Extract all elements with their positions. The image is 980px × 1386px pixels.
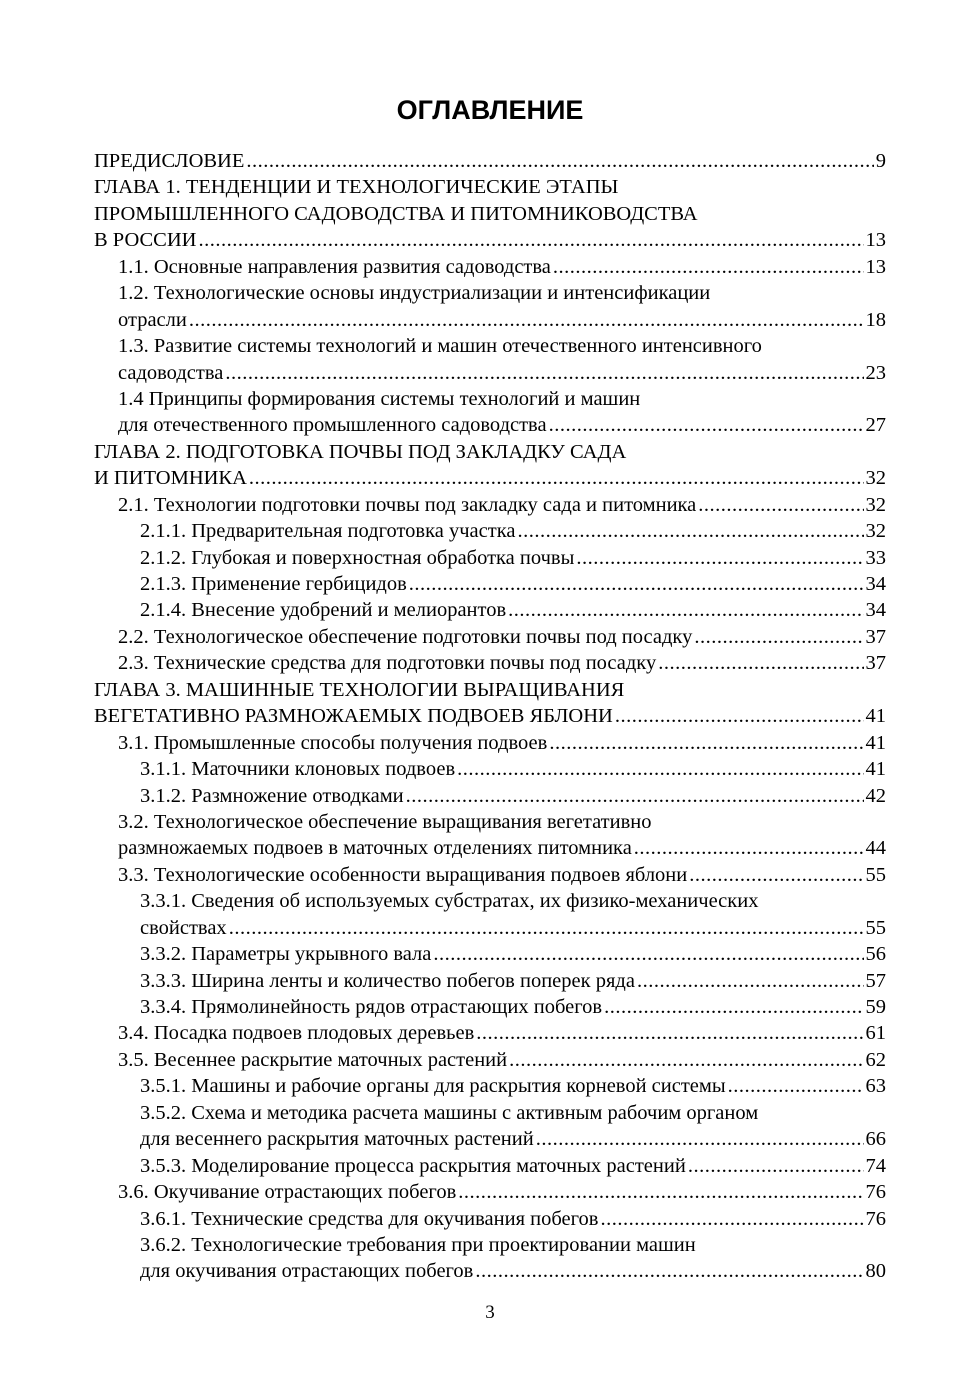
- toc-entry: [94, 1179, 886, 1205]
- toc-entry-page: 55: [865, 916, 886, 939]
- toc-entry-page: 34: [865, 599, 886, 622]
- toc-entry-page: 41: [865, 731, 886, 754]
- toc-entry-title: 3.5. Весеннее раскрытие маточных растений: [118, 1048, 508, 1071]
- toc-entry: [94, 1232, 886, 1258]
- dot-leader: [508, 597, 863, 623]
- toc-entry-title: 2.2. Технологическое обеспечение подготовки почвы под посадку: [118, 625, 693, 648]
- toc-entry-title: садоводства: [118, 361, 224, 384]
- toc-entry: [94, 307, 886, 333]
- dot-leader: [688, 1153, 864, 1179]
- toc-entry-title: 1.4 Принципы формирования системы технологий и машин: [118, 387, 641, 410]
- toc-entry-page: 37: [865, 625, 886, 648]
- toc-entry-page: 37: [865, 652, 886, 675]
- toc-entry-title: 3.4. Посадка подвоев плодовых деревьев: [118, 1022, 475, 1045]
- toc-entry: [94, 333, 886, 359]
- dot-leader: [728, 1073, 864, 1099]
- toc-entry-page: 32: [865, 520, 886, 543]
- toc-entry-page: 56: [865, 943, 886, 966]
- dot-leader: [553, 254, 864, 280]
- toc-entry: [94, 650, 886, 676]
- toc-entry-title: ГЛАВА 3. МАШИННЫЕ ТЕХНОЛОГИИ ВЫРАЩИВАНИЯ: [94, 678, 625, 701]
- toc-entry-title: размножаемых подвоев в маточных отделениях питомника: [118, 837, 632, 860]
- page-title: ОГЛАВЛЕНИЕ: [396, 95, 584, 125]
- toc-entry-title: 3.3.4. Прямолинейность рядов отрастающих побегов: [140, 996, 603, 1018]
- dot-leader: [694, 624, 863, 650]
- toc-entry: [94, 915, 886, 941]
- toc-entry: [94, 703, 886, 729]
- toc-entry: [94, 571, 886, 597]
- toc-entry-title: 3.6. Окучивание отрастающих побегов: [118, 1181, 457, 1204]
- toc-entry-page: 9: [875, 150, 886, 172]
- dot-leader: [637, 968, 864, 994]
- toc-entry-title: для весеннего раскрытия маточных растений: [140, 1128, 534, 1151]
- toc-entry-page: 41: [865, 705, 886, 728]
- dot-leader: [476, 1020, 863, 1046]
- toc-entry: [94, 492, 886, 518]
- toc-entry: [94, 1258, 886, 1284]
- dot-leader: [229, 915, 864, 941]
- toc-entry-title: 3.1.2. Размножение отводками: [140, 784, 404, 807]
- toc-entry-page: 41: [865, 758, 886, 781]
- toc-entry-title: 1.3. Развитие системы технологий и машин отечественного интенсивного: [118, 335, 762, 358]
- dot-leader: [475, 1258, 863, 1284]
- dot-leader: [457, 756, 863, 782]
- toc-entry: [94, 1100, 886, 1126]
- toc-entry-title: 3.5.3. Моделирование процесса раскрытия маточных растений: [140, 1154, 686, 1177]
- toc-entry-title: свойствах: [140, 916, 227, 939]
- dot-leader: [634, 835, 864, 861]
- toc-entry-title: 2.1.2. Глубокая и поверхностная обработка почвы: [140, 546, 575, 569]
- toc-entry: [94, 677, 886, 703]
- dot-leader: [189, 307, 864, 333]
- dot-leader: [576, 545, 863, 571]
- dot-leader: [225, 360, 863, 386]
- dot-leader: [517, 518, 863, 544]
- toc-entry-page: 63: [865, 1075, 886, 1098]
- toc-entry-page: 74: [865, 1154, 886, 1177]
- toc-entry-title: для отечественного промышленного садоводства: [118, 414, 547, 437]
- toc-entry-title: 3.5.2. Схема и методика расчета машины с активным рабочим органом: [140, 1101, 759, 1124]
- toc-entry-page: 34: [865, 573, 886, 595]
- toc-entry-title: 1.2. Технологические основы индустриализации и интенсификации: [118, 282, 711, 305]
- toc-entry-title: 2.1.3. Применение гербицидов: [140, 573, 407, 595]
- table-of-contents: [94, 148, 886, 1285]
- toc-entry-title: 3.3. Технологические особенности выращивания подвоев яблони: [118, 863, 688, 886]
- dot-leader: [549, 412, 864, 438]
- toc-entry-title: 3.1. Промышленные способы получения подвоев: [118, 731, 548, 754]
- toc-entry-page: 27: [865, 414, 886, 437]
- toc-entry: [94, 254, 886, 280]
- page-number: 3: [485, 1302, 495, 1323]
- toc-entry-page: 76: [865, 1181, 886, 1204]
- toc-entry-title: для окучивания отрастающих побегов: [140, 1260, 474, 1283]
- toc-entry: [94, 227, 886, 253]
- toc-entry-page: 55: [865, 863, 886, 886]
- toc-entry-page: 66: [865, 1128, 886, 1151]
- toc-entry: [94, 280, 886, 306]
- dot-leader: [198, 227, 863, 253]
- toc-entry-page: 42: [865, 784, 886, 807]
- toc-entry-page: 44: [865, 837, 886, 860]
- dot-leader: [249, 465, 864, 491]
- toc-entry: [94, 756, 886, 782]
- toc-entry-title: ГЛАВА 1. ТЕНДЕНЦИИ И ТЕХНОЛОГИЧЕСКИЕ ЭТАПЫ: [94, 176, 619, 199]
- dot-leader: [458, 1179, 863, 1205]
- toc-entry-title: В РОССИИ: [94, 229, 197, 252]
- dot-leader: [600, 1206, 863, 1232]
- dot-leader: [406, 783, 864, 809]
- toc-entry: [94, 518, 886, 544]
- toc-entry: [94, 835, 886, 861]
- toc-entry: [94, 201, 886, 227]
- toc-entry: [94, 545, 886, 571]
- dot-leader: [549, 730, 863, 756]
- toc-entry: [94, 1020, 886, 1046]
- dot-leader: [604, 994, 863, 1020]
- toc-entry: [94, 597, 886, 623]
- toc-entry-title: 3.2. Технологическое обеспечение выращивания вегетативно: [118, 810, 652, 833]
- toc-entry-page: 13: [865, 229, 886, 252]
- toc-entry-title: 3.1.1. Маточники клоновых подвоев: [140, 758, 456, 781]
- toc-entry: [94, 360, 886, 386]
- toc-entry: [94, 862, 886, 888]
- toc-entry: [94, 809, 886, 835]
- dot-leader: [698, 492, 863, 518]
- toc-entry: [94, 730, 886, 756]
- toc-entry-title: 3.3.2. Параметры укрывного вала: [140, 943, 432, 966]
- toc-entry: [94, 1126, 886, 1152]
- toc-entry-page: 61: [865, 1022, 886, 1045]
- toc-entry: [94, 624, 886, 650]
- toc-entry-title: 2.3. Технические средства для подготовки почвы под посадку: [118, 652, 657, 675]
- toc-entry: [94, 1047, 886, 1073]
- toc-entry-title: 3.6.2. Технологические требования при проектировании машин: [140, 1233, 696, 1256]
- toc-entry-title: 2.1.4. Внесение удобрений и мелиорантов: [140, 599, 507, 622]
- dot-leader: [433, 941, 863, 967]
- dot-leader: [658, 650, 863, 676]
- dot-leader: [536, 1126, 864, 1152]
- toc-entry-page: 57: [865, 969, 886, 992]
- toc-entry: [94, 148, 886, 174]
- toc-entry: [94, 783, 886, 809]
- toc-entry: [94, 994, 886, 1020]
- toc-entry: [94, 412, 886, 438]
- toc-entry: [94, 888, 886, 914]
- toc-entry-page: 59: [865, 996, 886, 1018]
- toc-entry-title: 1.1. Основные направления развития садоводства: [118, 255, 551, 278]
- toc-entry-page: 13: [865, 255, 886, 278]
- toc-entry: [94, 174, 886, 200]
- toc-entry-page: 32: [865, 467, 886, 490]
- toc-entry-page: 76: [865, 1207, 886, 1230]
- dot-leader: [689, 862, 863, 888]
- toc-entry: [94, 1206, 886, 1232]
- toc-entry-title: 3.3.1. Сведения об используемых субстратах, их физико-механических: [140, 890, 759, 913]
- dot-leader: [409, 571, 864, 597]
- toc-entry-page: 32: [865, 493, 886, 516]
- toc-entry-title: 2.1.1. Предварительная подготовка участка: [140, 520, 516, 543]
- toc-entry-title: 3.5.1. Машины и рабочие органы для раскрытия корневой системы: [140, 1075, 726, 1098]
- toc-entry-title: 3.3.3. Ширина ленты и количество побегов поперек ряда: [140, 969, 635, 992]
- toc-entry: [94, 1153, 886, 1179]
- toc-entry-page: 62: [865, 1048, 886, 1071]
- toc-entry: [94, 386, 886, 412]
- toc-entry: [94, 1073, 886, 1099]
- toc-entry-title: ПРОМЫШЛЕННОГО САДОВОДСТВА И ПИТОМНИКОВОДСТВА: [94, 202, 698, 225]
- toc-entry-title: ГЛАВА 2. ПОДГОТОВКА ПОЧВЫ ПОД ЗАКЛАДКУ САДА: [94, 440, 627, 463]
- toc-entry-page: 18: [865, 308, 886, 331]
- toc-entry: [94, 439, 886, 465]
- toc-entry-page: 80: [865, 1260, 886, 1283]
- toc-entry: [94, 465, 886, 491]
- toc-entry-title: отрасли: [118, 308, 187, 331]
- dot-leader: [615, 703, 864, 729]
- toc-entry-title: ПРЕДИСЛОВИЕ: [94, 150, 245, 172]
- toc-entry-title: 2.1. Технологии подготовки почвы под закладку сада и питомника: [118, 493, 697, 516]
- toc-entry-page: 33: [865, 546, 886, 569]
- toc-entry-title: 3.6.1. Технические средства для окучивания побегов: [140, 1207, 599, 1230]
- toc-entry: [94, 941, 886, 967]
- toc-entry-page: 23: [865, 361, 886, 384]
- toc-entry-title: ВЕГЕТАТИВНО РАЗМНОЖАЕМЫХ ПОДВОЕВ ЯБЛОНИ: [94, 705, 613, 728]
- toc-entry-title: И ПИТОМНИКА: [94, 467, 247, 490]
- dot-leader: [246, 148, 873, 174]
- dot-leader: [509, 1047, 863, 1073]
- toc-entry: [94, 968, 886, 994]
